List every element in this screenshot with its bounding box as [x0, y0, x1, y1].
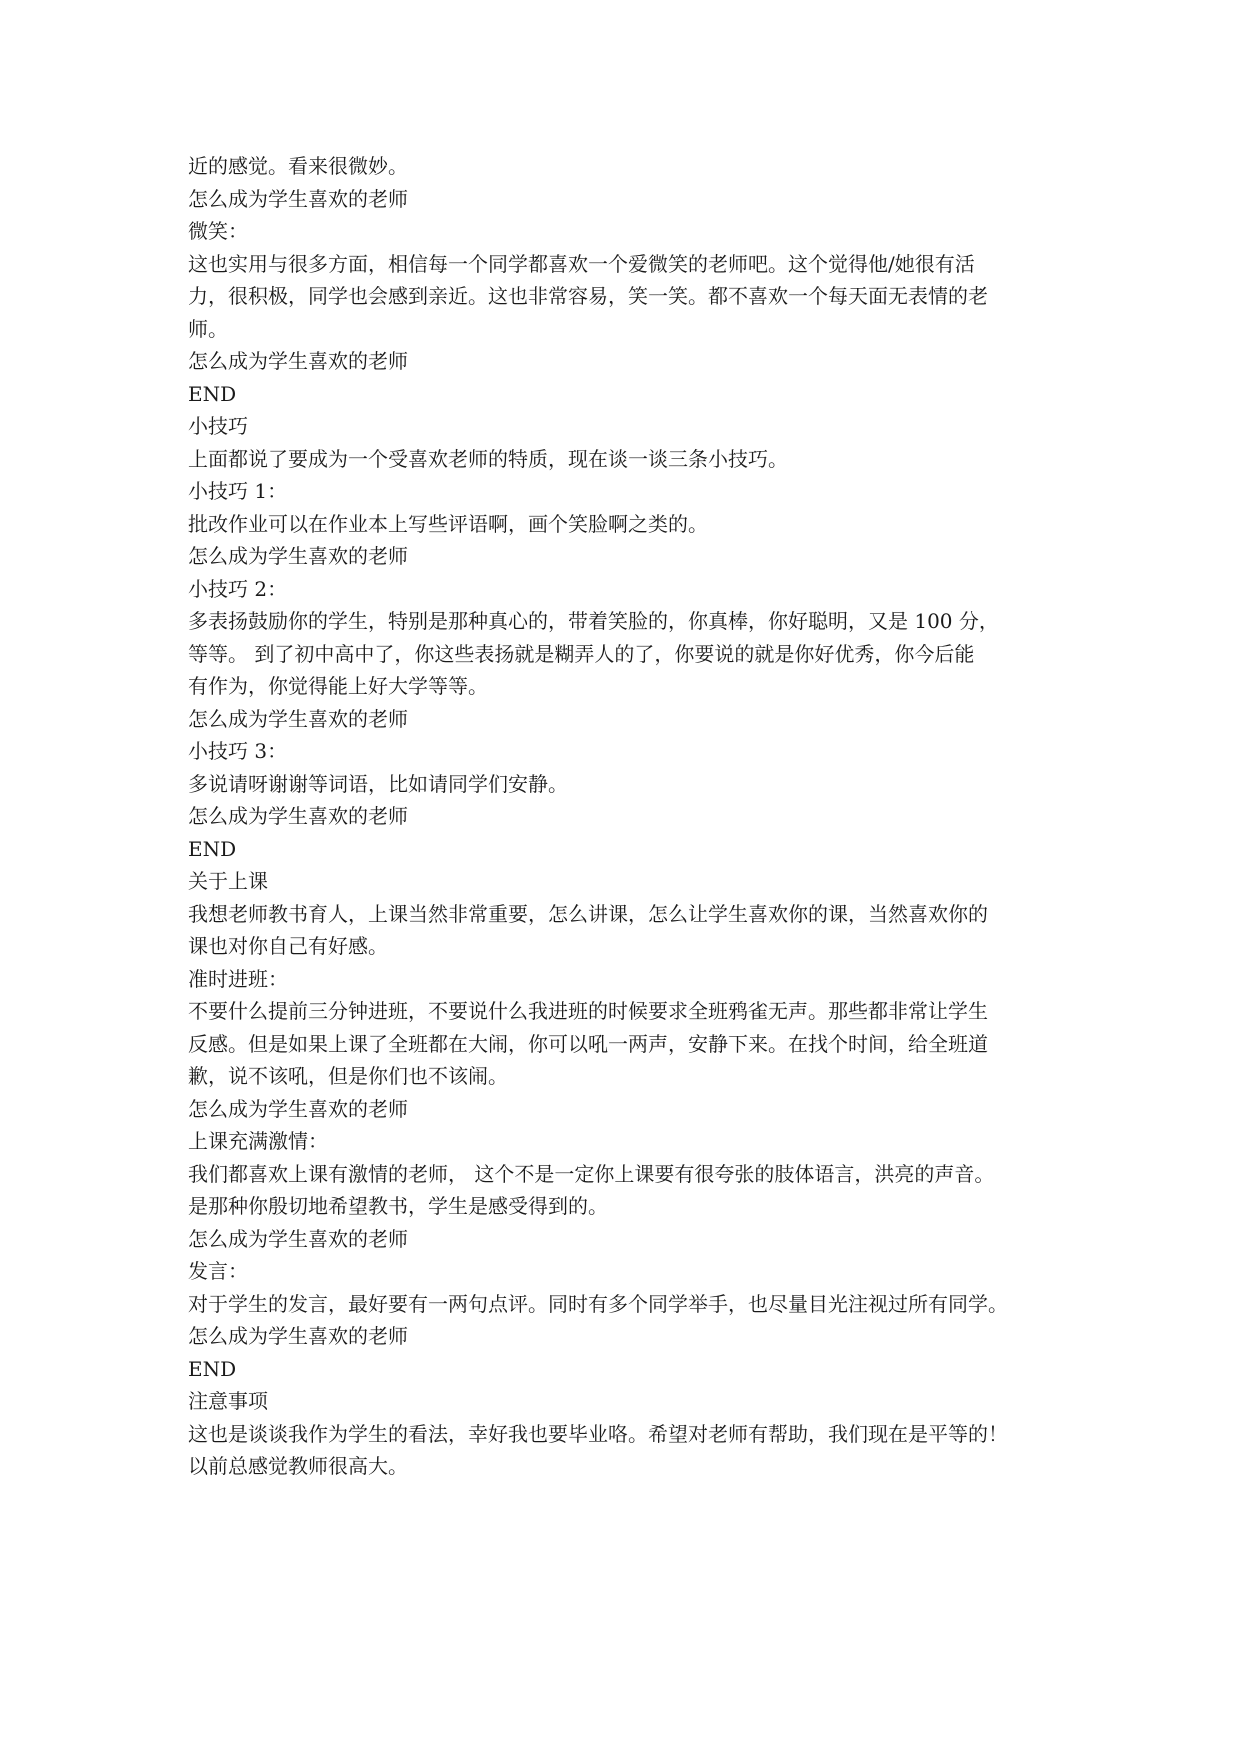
text-line: 小技巧 2：: [188, 576, 288, 601]
text-line: END: [188, 836, 237, 861]
text-line: 等等。 到了初中高中了，你这些表扬就是糊弄人的了，你要说的就是你好优秀，你今后能: [188, 641, 975, 666]
text-line: 我想老师教书育人，上课当然非常重要，怎么讲课，怎么让学生喜欢你的课，当然喜欢你的: [188, 901, 988, 926]
text-line: 师。: [188, 316, 228, 341]
text-line: 怎么成为学生喜欢的老师: [188, 544, 408, 568]
text-line: 关于上课: [188, 869, 268, 893]
text-line: 近的感觉。看来很微妙。: [188, 154, 408, 178]
text-line: 这也是谈谈我作为学生的看法，幸好我也要毕业咯。希望对老师有帮助，我们现在是平等的！: [188, 1421, 1008, 1446]
text-line: 发言：: [188, 1259, 248, 1283]
text-line: 怎么成为学生喜欢的老师: [188, 804, 408, 828]
text-line: 怎么成为学生喜欢的老师: [188, 1096, 408, 1121]
text-line: 上课充满激情：: [188, 1129, 328, 1153]
text-line: 小技巧 3：: [188, 739, 288, 763]
text-line: 力，很积极，同学也会感到亲近。这也非常容易，笑一笑。都不喜欢一个每天面无表情的老: [188, 284, 988, 308]
text-line: 多说请呀谢谢等词语，比如请同学们安静。: [188, 771, 568, 796]
text-line: END: [188, 381, 237, 406]
text-line: 怎么成为学生喜欢的老师: [188, 706, 408, 731]
text-line: 准时进班：: [188, 966, 288, 991]
text-line: 怎么成为学生喜欢的老师: [188, 349, 408, 373]
text-line: 反感。但是如果上课了全班都在大闹，你可以吼一两声，安静下来。在找个时间，给全班道: [188, 1031, 988, 1056]
text-line: 以前总感觉教师很高大。: [188, 1454, 408, 1478]
text-line: 怎么成为学生喜欢的老师: [188, 186, 408, 211]
text-line: 有作为，你觉得能上好大学等等。: [188, 674, 488, 698]
text-line: 小技巧 1：: [188, 479, 288, 503]
text-line: 课也对你自己有好感。: [188, 934, 388, 958]
text-line: 多表扬鼓励你的学生，特别是那种真心的，带着笑脸的，你真棒，你好聪明，又是 100 分，: [188, 609, 999, 633]
document-body: [188, 150, 1060, 1483]
text-line: 批改作业可以在作业本上写些评语啊，画个笑脸啊之类的。: [188, 511, 708, 536]
text-line: 上面都说了要成为一个受喜欢老师的特质，现在谈一谈三条小技巧。: [188, 446, 788, 471]
text-line: 怎么成为学生喜欢的老师: [188, 1226, 408, 1251]
text-line: 不要什么提前三分钟进班，不要说什么我进班的时候要求全班鸦雀无声。那些都非常让学生: [188, 999, 988, 1023]
text-line: END: [188, 1356, 237, 1381]
text-line: 微笑：: [188, 219, 248, 243]
text-line: 对于学生的发言，最好要有一两句点评。同时有多个同学举手，也尽量目光注视过所有同学。: [188, 1291, 1008, 1316]
text-line: 怎么成为学生喜欢的老师: [188, 1324, 408, 1348]
text-line: 注意事项: [188, 1389, 268, 1413]
text-line: 小技巧: [188, 414, 248, 438]
text-line: 歉，说不该吼，但是你们也不该闹。: [188, 1064, 508, 1088]
text-line: 是那种你殷切地希望教书，学生是感受得到的。: [188, 1194, 608, 1218]
text-line: 我们都喜欢上课有激情的老师， 这个不是一定你上课要有很夸张的肢体语言，洪亮的声音。: [188, 1161, 995, 1186]
text-line: 这也实用与很多方面，相信每一个同学都喜欢一个爱微笑的老师吧。这个觉得他/她很有活: [188, 251, 975, 276]
